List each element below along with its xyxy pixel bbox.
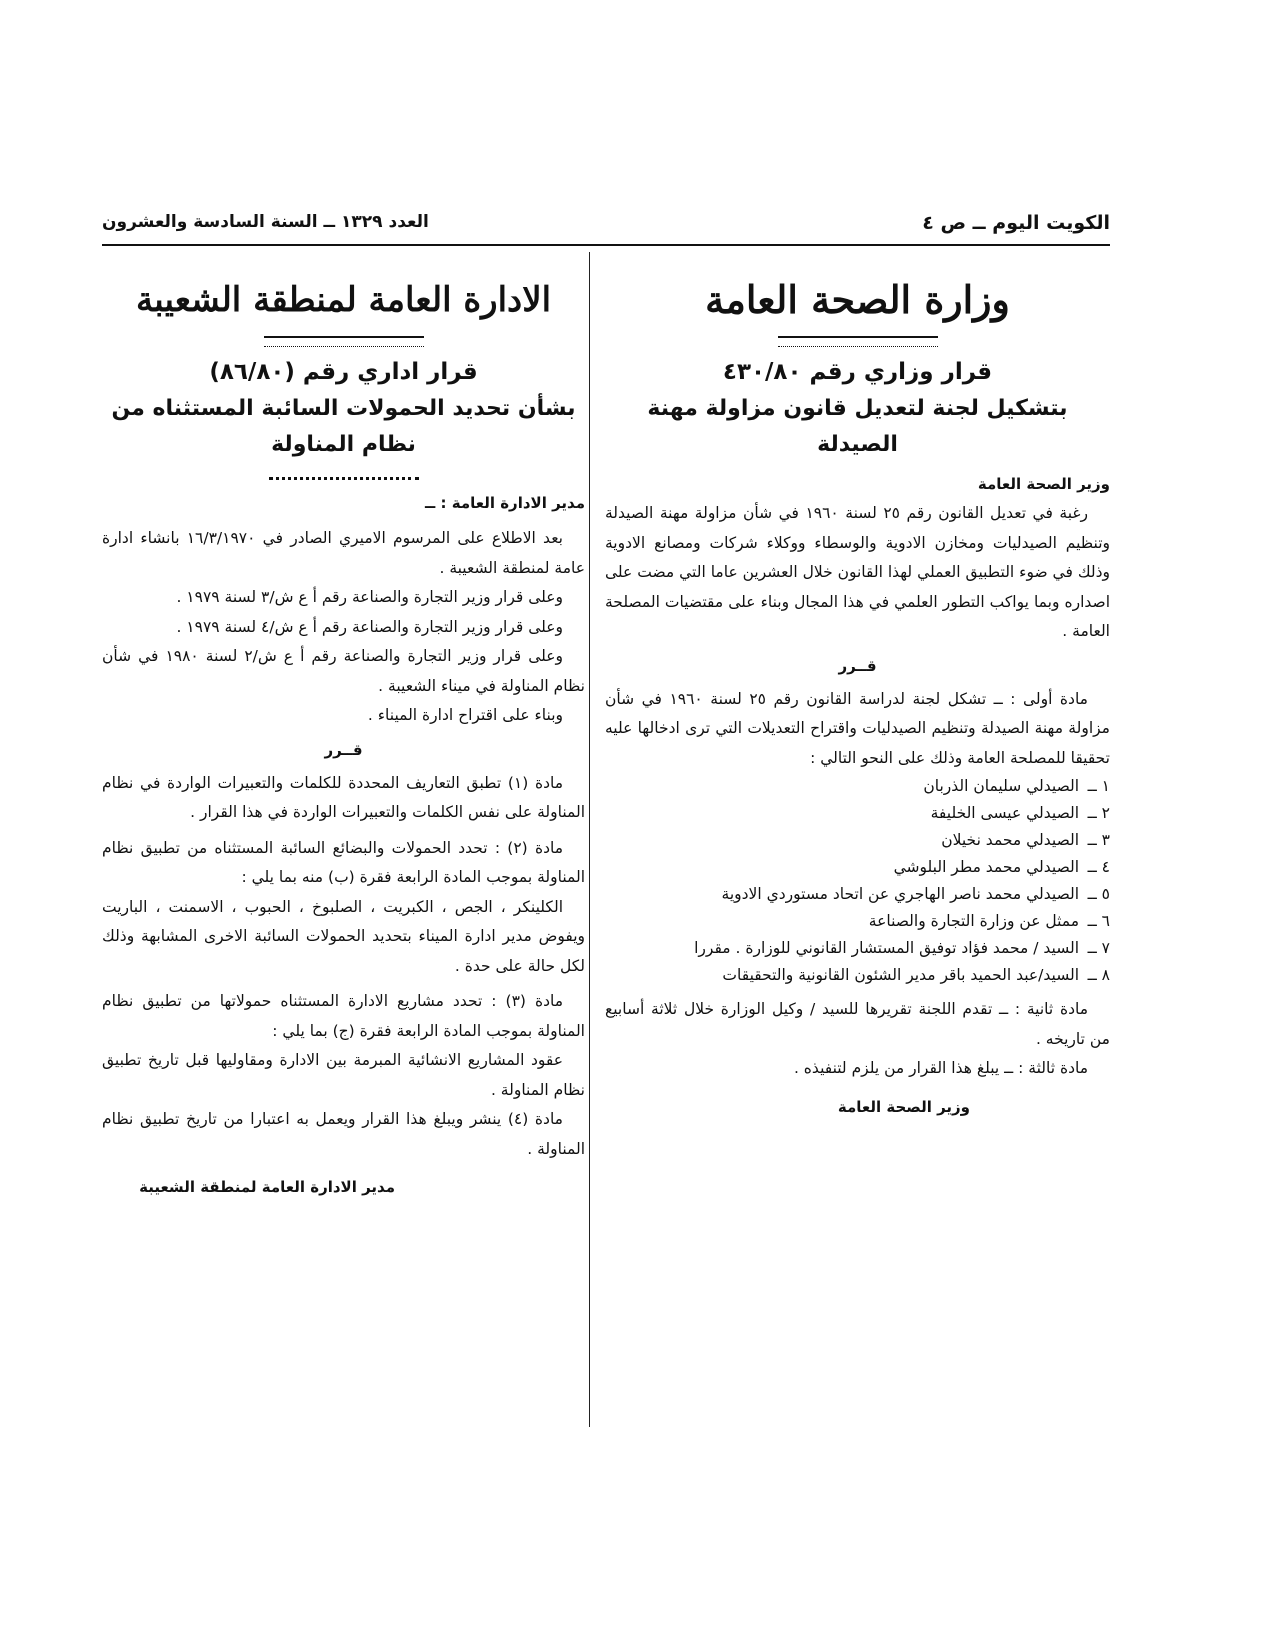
gazette-page-number: الكويت اليوم ــ ص ٤ — [922, 212, 1110, 234]
decision-title: قرار اداري رقم (٨٦/٨٠) — [209, 359, 478, 385]
article-3-list: عقود المشاريع الانشائية المبرمة بين الادارة ومقاوليها قبل تاريخ تطبيق نظام المناولة . — [102, 1051, 585, 1099]
article-2: مادة (٢) : تحدد الحمولات والبضائع السائبة المستثناه من تطبيق نظام المناولة بموجب المادة الرابعة فقرة (ب) منه بما يلي : — [102, 838, 585, 886]
administration-masthead: الادارة العامة لمنطقة الشعيبة — [135, 280, 552, 320]
member-item: ٨ ــ السيد/عبد الحميد باقر مدير الشئون القانونية والتحقيقات — [722, 966, 1110, 984]
member-item: ٧ ــ السيد / محمد فؤاد توفيق المستشار القانوني للوزارة . مقررا — [694, 939, 1110, 957]
signature: مدير الادارة العامة لمنطقة الشعيبة — [139, 1178, 395, 1196]
article-2-list: الكلينكر ، الجص ، الكبريت ، الصلبوخ ، الحبوب ، الاسمنت ، الباريت ويفوض مدير ادارة الميناء بتحديد الحمولات السائبة الاخرى المشابهة وذلك لكل حالة على حدة . — [102, 897, 585, 975]
ministry-masthead: وزارة الصحة العامة — [705, 277, 1010, 322]
ornament-divider — [778, 336, 938, 347]
page-header — [102, 204, 1110, 246]
decides-heading: قــرر — [838, 656, 877, 675]
ornament-divider — [264, 336, 424, 347]
decision-subject-line2: الصيدلة — [817, 432, 898, 457]
member-item: ٤ ــ الصيدلي محمد مطر البلوشي — [893, 858, 1110, 876]
member-item: ١ ــ الصيدلي سليمان الذربان — [923, 777, 1110, 795]
member-item: ٢ ــ الصيدلي عيسى الخليفة — [930, 804, 1110, 822]
recital-4: وعلى قرار وزير التجارة والصناعة رقم أ ع ش/٢ لسنة ١٩٨٠ في شأن نظام المناولة في ميناء الشعيبة . — [102, 647, 585, 695]
member-item: ٦ ــ ممثل عن وزارة التجارة والصناعة — [868, 912, 1110, 930]
issue-info: العدد ١٣٢٩ ــ السنة السادسة والعشرون — [102, 212, 429, 232]
recital-5: وبناء على اقتراح ادارة الميناء . — [367, 706, 563, 724]
decides-heading: قــرر — [324, 740, 363, 759]
decision-title: قرار وزاري رقم ٤٣٠/٨٠ — [722, 359, 993, 385]
decision-subject-line1: بتشكيل لجنة لتعديل قانون مزاولة مهنة — [647, 396, 1068, 421]
column-divider — [589, 252, 590, 1427]
member-item: ٥ ــ الصيدلي محمد ناصر الهاجري عن اتحاد مستوردي الادوية — [721, 885, 1110, 903]
article-3: مادة ثالثة : ــ يبلغ هذا القرار من يلزم لتنفيذه . — [793, 1059, 1088, 1077]
recital-1: بعد الاطلاع على المرسوم الاميري الصادر في ١٦/٣/١٩٧٠ بانشاء ادارة عامة لمنطقة الشعيبة . — [102, 529, 585, 577]
recital-2: وعلى قرار وزير التجارة والصناعة رقم أ ع ش/٣ لسنة ١٩٧٩ . — [176, 588, 563, 606]
preamble: رغبة في تعديل القانون رقم ٢٥ لسنة ١٩٦٠ في شأن مزاولة مهنة الصيدلة وتنظيم الصيدليات ومخازن الادوية والوسطاء ووكلاء شركات ومصانع الادوية وذلك في ضوء التطبيق العملي لهذا القانون خلال العشرين عاما التي مضت على اصداره وبما يواكب التطور العلمي في هذا المجال وبناء على مقتضيات المصلحة العامة . — [605, 504, 1110, 640]
committee-members — [605, 773, 1110, 989]
article-2: مادة ثانية : ــ تقدم اللجنة تقريرها للسيد / وكيل الوزارة خلال ثلاثة أسابيع من تاريخه . — [605, 1000, 1110, 1048]
decision-subject-line2: نظام المناولة — [271, 432, 416, 457]
issuing-authority: وزير الصحة العامة — [977, 475, 1110, 493]
article-4: مادة (٤) ينشر ويبلغ هذا القرار ويعمل به اعتبارا من تاريخ تطبيق نظام المناولة . — [102, 1110, 585, 1158]
decision-subject-line1: بشأن تحديد الحمولات السائبة المستثناه من — [111, 396, 576, 421]
issuing-authority: مدير الادارة العامة : ــ — [425, 494, 585, 512]
article-1: مادة أولى : ــ تشكل لجنة لدراسة القانون رقم ٢٥ لسنة ١٩٦٠ في شأن مزاولة مهنة الصيدلة وتنظيم الصيدليات واقتراح التعديلات التي ترى ادخالها عليه تحقيقا للمصلحة العامة وذلك على النحو التالي : — [605, 689, 1110, 767]
administration-decision-column — [102, 252, 585, 1202]
ornament-divider — [269, 469, 419, 480]
member-item: ٣ ــ الصيدلي محمد نخيلان — [941, 831, 1110, 849]
ministry-decision-column — [605, 252, 1110, 1122]
article-3: مادة (٣) : تحدد مشاريع الادارة المستثناه حمولاتها من تطبيق نظام المناولة بموجب المادة الرابعة فقرة (ج) بما يلي : — [102, 992, 585, 1040]
article-1: مادة (١) تطبق التعاريف المحددة للكلمات والتعبيرات الواردة في نظام المناولة على نفس الكلمات والتعبيرات الواردة في هذا القرار . — [102, 773, 585, 821]
signature: وزير الصحة العامة — [837, 1097, 970, 1116]
recital-3: وعلى قرار وزير التجارة والصناعة رقم أ ع ش/٤ لسنة ١٩٧٩ . — [176, 617, 563, 636]
